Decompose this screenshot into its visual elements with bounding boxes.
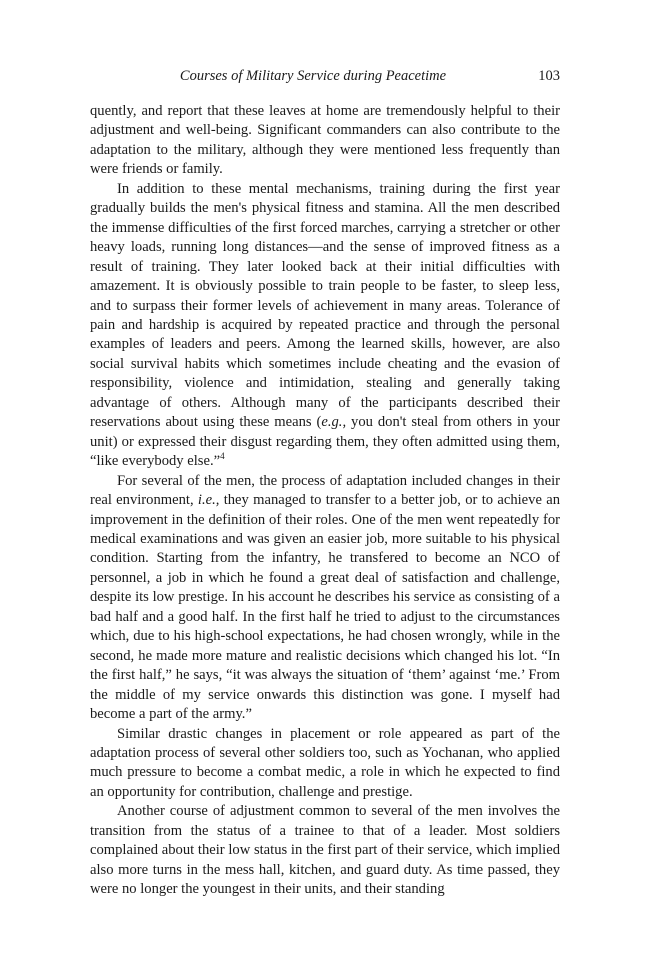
paragraph-2-text-after: you don't steal from others in your unit) or expressed their disgust regarding them, they often admitted using them, “like everybody else.” <box>90 414 560 470</box>
paragraph-4-text: Similar drastic changes in placement or role appeared as part of the adaptation process of several other soldiers too, such as Yochanan, who applied much pressure to become a combat medic, a role in which he expected to find an opportunity for contribution, challenge and prestige. <box>90 725 560 800</box>
paragraph-1-text: quently, and report that these leaves at home are tremendously helpful to their adjustment and well-being. Significant commanders can also contribute to the adaptation to the military, although they were mentioned less frequently than were friends or family. <box>90 103 560 178</box>
paragraph-2 <box>90 180 560 472</box>
paragraph-3-text: For several of the men, the process of adaptation included changes in their real environment, <box>90 472 560 509</box>
paragraph-5 <box>90 802 560 899</box>
body-text <box>90 102 560 900</box>
page-number: 103 <box>538 68 560 84</box>
paragraph-3-text-after: they managed to transfer to a better job, or to achieve an improvement in the definition of their roles. One of the men went repeatedly for medical examinations and was given an easier job, more suitable to his physical condition. Starting from the infantry, he transfered to become an NCO of personnel, a job in which he found a great deal of satisfaction and challenge, despite its low prestige. In his account he describes his service as consisting of a bad half and a good half. In the first half he tried to adjust to the circumstances which, due to his high-school expectations, he had chosen wrongly, while in the second, he made more mature and realistic decisions which changed his lot. “In the first half,” he says, “it was always the situation of ‘them’ against ‘me.’ From the middle of my service onwards this distinction was gone. I myself had become a part of the army.” <box>90 492 561 723</box>
paragraph-2-text: In addition to these mental mechanisms, training during the first year gradually builds the men's physical fitness and stamina. All the men described the immense difficulties of the first forced marches, carrying a stretcher or other heavy loads, running long distances—and the sense of improved fitness as a result of training. They later looked back at their initial difficulties with amazement. It is obviously possible to train people to be faster, to sleep less, and to surpass their former levels of achievement in many areas. Tolerance of pain and hardship is acquired by repeated practice and through the personal examples of leaders and peers. Among the learned skills, however, are also social survival habits which sometimes include cheating and the evasion of responsibility, violence and intimidation, stealing and generally taking advantage of others. Although many of the participants described their reservations about using these means ( <box>90 180 560 431</box>
paragraph-1 <box>90 102 560 180</box>
running-title: Courses of Military Service during Peacetime <box>179 68 447 84</box>
paragraph-4 <box>90 725 560 803</box>
book-page <box>90 68 560 900</box>
paragraph-2-italic: e.g., <box>321 414 347 431</box>
footnote-marker: 4 <box>220 451 225 462</box>
paragraph-3-italic: i.e., <box>197 492 220 509</box>
paragraph-5-text: Another course of adjustment common to several of the men involves the transition from the status of a trainee to that of a leader. Most soldiers complained about their low status in the first part of their service, which implied also more turns in the mess hall, kitchen, and guard duty. As time passed, they were no longer the youngest in their units, and their standing <box>90 803 560 898</box>
paragraph-3 <box>90 472 560 725</box>
running-head <box>90 68 560 90</box>
